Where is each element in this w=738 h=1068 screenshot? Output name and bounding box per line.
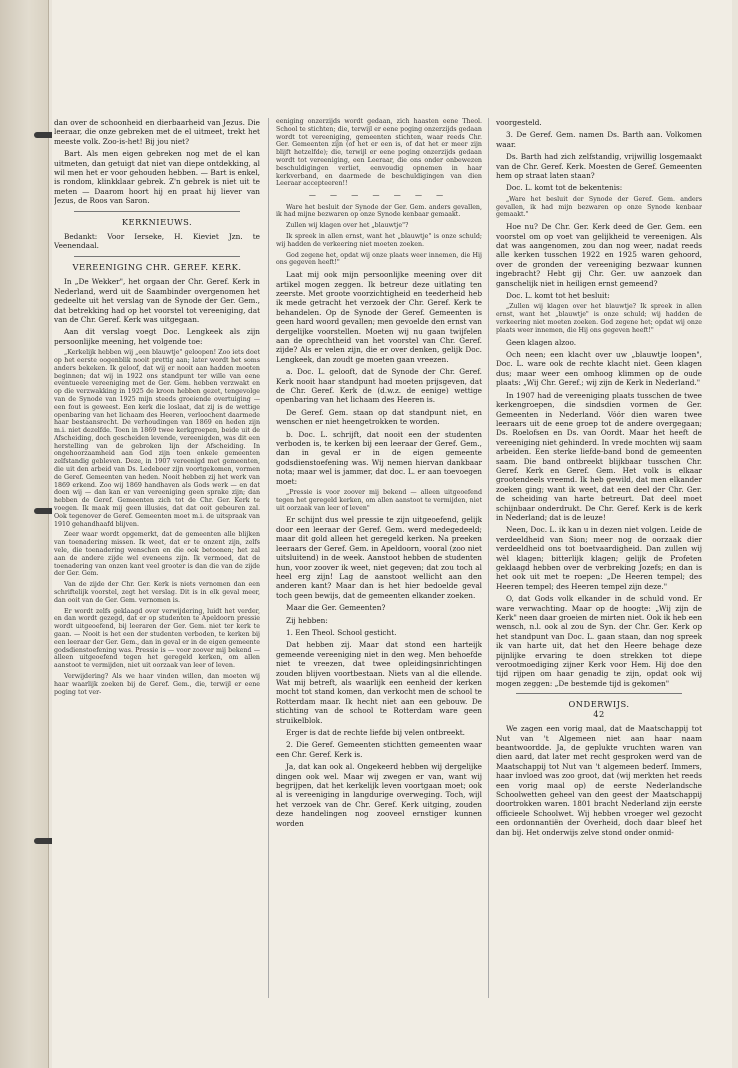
paragraph: We zagen een vorig maal, dat de Maatschappij tot Nut van 't Algemeen niet aan haar naam beantwoordde. Ja, de geplukte vruchten waren van dien aard, dat later met recht gesproken werd van de Maatschappij tot Nut van 't algemeen bederf. Immers, haar invloed was zoo groot, dat (wij merkten het reeds een vorig maal op) de eerste Nederlandsche Schoolwetten geheel van den geest der Maatschappij doortrokken waren. 1801 bracht Nederland zijn eerste officieele Schoolwet. Wij hebben vroeger wel gezocht een ordonnantiën der Overheid, doch daar bleef het dan bij. Het onderwijs zelve stond onder onmid- [496, 724, 702, 837]
paragraph: De Geref. Gem. staan op dat standpunt niet, en wenschen er niet heengetrokken te worden. [276, 407, 482, 427]
quoted-paragraph: „Ware het besluit der Synode der Geref. Gem. anders gevallen, ik had mijn bezwaren op onze Synode kenbaar gemaakt." [496, 195, 702, 219]
paragraph: dan over de schoonheid en dierbaarheid van Jezus. Die leeraar, die onze gebreken met de el uitmeet, trekt het meeste volk. Zoo-is-het! Bij jou niet? [54, 118, 260, 146]
paragraph: a. Doc. L. gelooft, dat de Synode der Chr. Geref. Kerk nooit haar standpunt had moeten prijsgeven, dat de Chr. Geref. Kerk de (d.w.z. de eenige) wettige openbaring van het lichaam des Heeren is. [276, 367, 482, 405]
quoted-paragraph: Er wordt zelfs geklaagd over verwijdering, luidt het verder, en dan wordt gezegd, dat er op studenten te Apeldoorn pressie wordt uitgeoefend, bij leeraren der Ger. Gem. niet ter kerk te gaan. — Nooit is het een der studenten verboden, te kerken bij een leeraar der Ger. Gem., dan in geval er in de eigen gemeente godsdienstoefening was. Pressie is — voor zoover mij bekend — alleen uitgeoefend tegen het geregeld kerken, om allen aanstoot te vermijden, niet uit oorzaak van leer of leven. [54, 607, 260, 670]
dash-separator: — — — — — — — [308, 191, 450, 200]
section-heading-kerknieuws: KERKNIEUWS. [121, 216, 193, 227]
divider [516, 693, 682, 694]
paragraph: Doc. L. komt tot het besluit: [506, 291, 610, 301]
paragraph: Bedankt: Voor Ierseke, H. Kieviet Jzn. te Veenendaal. [54, 232, 260, 251]
quoted-paragraph: Ware het besluit der Synode der Ger. Gem. anders gevallen, ik had mijne bezwaren op onze Synode kenbaar gemaakt. [276, 203, 482, 219]
paragraph: Maar die Ger. Gemeenten? [286, 603, 386, 613]
quoted-paragraph: „Zullen wij klagen over het blauwtje? Ik spreek in allen ernst, want het „blauwtje" is onze schuld; wij hadden de verkeering niet moeten zoeken. God zegene het; opdat wij onze plaats weer innemen, die Hij ons gegeven heeft!" [496, 303, 702, 334]
paragraph: 2. Die Geref. Gemeenten stichtten gemeenten waar een Chr. Geref. Kerk is. [276, 740, 482, 759]
paragraph: Ja, dat kan ook al. Ongekeerd hebben wij dergelijke dingen ook wel. Maar wij zwegen er van, want wij begrijpen, dat het kerkelijk leven voortgaan moet; ook al is vereeniging in langdurige overweging. Toch, wijl het verzoek van de Chr. Geref. Kerk uitging, zouden deze handelingen nog zooveel ernstiger kunnen worden [276, 762, 482, 828]
paragraph: O, dat Gods volk elkander in de schuld vond. Er ware verwachting. Maar op de hoogte: „Wij zijn de Kerk" neen daar groeien de mirten niet. Ook ik heb een wensch, n.l. ook al zou de Syn. der Chr. Ger. Kerk op het standpunt van Doc. L. gaan staan, dan nog spreek ik van harte uit, dat het den Heere behage deze pijnlijke ervaring te doen strekken tot diepe verootmoediging zijner Kerk voor Hem. Hij doe den tijd rijpen om haar genadig te zijn, opdat ook wij mogen zeggen: „De bestemde tijd is gekomen" [496, 594, 702, 688]
quoted-paragraph: eeniging onzerzijds wordt gedaan, zich haasten eene Theol. School te stichten; die, terwijl er eene poging onzerzijds gedaan wordt tot vereeniging, gemeenten stichten, waar reeds Chr. Ger. Gemeenten zijn (of het er een is, of dat het er meer zijn blijft hetzelfde); die, terwijl er eene poging onzerzijds gedaan wordt tot vereeniging, een Leeraar, die ons onder onbewezen beschuldigingen verliet, eenvoudig opnemen in haar kerkverband, en daarmede de beschuldigingen van dien Leeraar accepteeren!! [276, 118, 482, 188]
paragraph: Och neen; een klacht over uw „blauwtje loopen", Doc. L. ware ook de rechte klacht niet. Geen klagen dus; maar weer een omhoog klimmen op de oude plaats: „Wij Chr. Geref.; wij zijn de Kerk in Nederland." [496, 350, 702, 388]
column-2 [276, 118, 482, 1048]
paragraph: Zij hebben: [286, 615, 328, 625]
quoted-paragraph: God zegene het, opdat wij onze plaats weer innemen, die Hij ons gegeven heeft!" [276, 251, 482, 267]
article-columns [54, 118, 720, 1048]
paragraph: In 1907 had de vereeniging plaats tusschen de twee kerkengroepen, die sindsdien vormen de Ger. Gemeenten in Nederland. Vóór dien waren twee leeraars uit de eene groep tot de andere overgegaan; Ds. Roelofsen en Ds. van Oordt. Maar het heeft de vereeniging niet gehinderd. In vrede mochten wij saam arbeiden. Een sterke liefde-band bond de gemeenten saam. Die band ontbreekt blijkbaar tusschen Chr. Geref. Kerk en Geref. Gem. Het volk is elkaar grootendeels vreemd. Ik heb gewild, dat men elkander zoeken ging; want ik weet, dat een deel der Chr. Ger. de scheiding van harte betreurt. Dat deel moet schijnbaar onderdrukt. De Chr. Geref. Kerk is de kerk in Nederland; dat is de leuze! [496, 390, 702, 522]
paragraph: voorgesteld. [496, 118, 542, 127]
paragraph: b. Doc. L. schrijft, dat nooit een der studenten verboden is, te kerken bij een leeraar der Geref. Gem., dan in geval er in de eigen gemeente godsdienstoefening was. Wij nemen hiervan dankbaar nota; maar wel is jammer, dat doc. L. er aan toevoegen moet: [276, 429, 482, 486]
binding-margin [0, 0, 49, 1068]
quoted-paragraph: Van de zijde der Chr. Ger. Kerk is niets vernomen dan een schriftelijk voorstel, zegt het verslag. Dit is in elk geval meer, dan ooit van de Ger. Gem. vernomen is. [54, 581, 260, 604]
quoted-paragraph: Zeer waar wordt opgemerkt, dat de gemeenten alle blijken van toenadering missen. Ik weet, dat er te onzent zijn, zelfs vele, die toenadering wenschen en die ook betoonen; het zal aan de andere zijde wel eveneens zijn. Ik vermoed, dat de toenadering van onzen kant veel grooter is dan die van de zijde der Ger. Gem. [54, 531, 260, 578]
section-heading-title: ONDERWIJS. [568, 699, 630, 710]
paragraph: In „De Wekker", het orgaan der Chr. Geref. Kerk in Nederland, werd uit de Saambinder overgenomen het gedeelte uit het verslag van de Synode der Ger. Gem., dat betrekking had op het voorstel tot vereeniging, dat van de Chr. Geref. Kerk was uitgegaan. [54, 277, 260, 324]
paragraph: Bart. Als men eigen gebreken nog met de el kan uitmeten, dan getuigt dat niet van diepe ontdekking, al wil men het er voor gehouden hebben. — Bart is enkel, is rondom, klinkklaar gebrek. Z'n gebrek is niet uit te meten — Daarom hoort hij en praat hij liever van Jezus, de Roos van Saron. [54, 149, 260, 206]
column-3 [496, 118, 702, 1048]
quoted-paragraph: Ik spreek in allen ernst, want het „blauwtje" is onze schuld; wij hadden de verkeering niet moeten zoeken. [276, 232, 482, 248]
divider [74, 256, 240, 257]
paragraph: Neen, Doc. L. ik kan u in dezen niet volgen. Leide de verdeeldheid van Sion; meer nog de oorzaak dier verdeeldheid ons tot boetvaardigheid. Dan zullen wij wèl klagen; bitterlijk klagen; gelijk de Profeten geklaagd hebben over de verbreking Jozefs; en dan is het ook uit met te roepen: „De Heeren tempel; des Heeren tempel; des Heeren tempel zijn deze." [496, 525, 702, 591]
section-heading-onderwijs [496, 700, 702, 719]
quoted-paragraph: Zullen wij klagen over het „blauwtje"? [286, 222, 409, 230]
quoted-paragraph: „Kerkelijk hebben wij „een blauwtje" geloopen! Zoo iets doet op het eerste oogenblik nooit prettig aan; later wordt het soms anders bekeken. Ik geloof, dat wij er nooit aan hadden moeten beginnen; dat wij in 1922 ons standpunt ter wille van eene eventueele vereeniging met de Ger. Gem. hebben verzwakt en op die verzwakking in 1925 de kroon hebben gezet, tengevolge van de Synode van 1925 mijn steeds groeiende overtuiging — een fout is geweest. Een kerk die loslaat, dat zij is de wettige openbaring van het lichaam des Heeren, verloochent daarmede haar bestaansrecht. De verhoudingen van 1869 en heden zijn m.i. niet dezelfde. Toen in 1869 twee kerkgroepen, beide uit de Afscheiding, doch gescheiden levende, vereenigden, was dit een herstelling van de gebroken lijn der Afscheiding. In ongehoorzaamheid aan God zijn toen enkele gemeenten zelfstandig gebleven. Deze, in 1907 vereenigd met gemeenten, die uit den arbeid van Ds. Ledeboer zijn voortgekomen, vormen de Geref. Gemeenten van heden. Nooit hebben zij het werk van 1869 erkend. Zoo wij 1869 handhaven als Gods werk — en dat doen wij — dan kan er van vereeniging geen sprake zijn; dan hebben de Geref. Gemeenten zich tot de Chr. Ger. Kerk te voegen. Ik maak mij geen illusies, dat dat ooit gebeuren zal. Ook tegenover de Geref. Gemeenten moet m.i. de uitspraak van 1910 gehandhaafd blijven. [54, 349, 260, 528]
paragraph: Er schijnt dus wel pressie te zijn uitgeoefend, gelijk door een leeraar der Geref. Gem. werd medegedeeld; maar dit gold alleen het geregeld kerken. Na preeken leeraars der Geref. Gem. in Apeldoorn, vooral (zoo niet uitsluitend) in de week. Aanstoot hebben de studenten hun, voor zoover ik weet, niet gegeven; dat zou toch al heel erg zijn! Lag de aanstoot wellicht aan den anderen kant? Maar dan is het hier bedoelde geval toch geen bewijs, dat de gemeenten elkander zoeken. [276, 515, 482, 600]
quoted-paragraph: „Pressie is voor zoover mij bekend — alleen uitgeoefend tegen het geregeld kerken, om allen aanstoot te vermijden, niet uit oorzaak van leer of leven" [276, 489, 482, 512]
column-1 [54, 118, 260, 1048]
paragraph: 1. Een Theol. School gesticht. [286, 627, 397, 637]
section-heading-number: 42 [593, 708, 605, 719]
paragraph: Aan dit verslag voegt Doc. Lengkeek als zijn persoonlijke meening, het volgende toe: [54, 327, 260, 346]
paragraph: Ds. Barth had zich zelfstandig, vrijwillig losgemaakt van de Chr. Geref. Kerk. Moesten de Geref. Gemeenten hem op straat laten staan? [496, 152, 702, 181]
paragraph: Laat mij ook mijn persoonlijke meening over dit artikel mogen zeggen. Ik betreur deze uitlating ten zeerste. Met groote voorzichtigheid en teederheid heb ik mede getracht het verzoek der Chr. Geref. Kerk te behandelen. Op de Synode der Geref. Gemeenten is geen hard woord gevallen; men gevoelde den ernst van dergelijke voorstellen. Moeten wij nu gaan twijfelen aan de oprechtheid van het voorstel van Chr. Geref. zijde? Als er velen zijn, die er over denken, gelijk Doc. Lengkeek, dan zoudt ge moeten gaan vreezen. [276, 270, 482, 364]
divider [74, 211, 240, 212]
paragraph: Erger is dat de rechte liefde bij velen ontbreekt. [286, 728, 465, 738]
section-heading-vereeniging: VEREENIGING CHR. GEREF. KERK. [72, 261, 242, 272]
paragraph: Hoe nu? De Chr. Ger. Kerk deed de Ger. Gem. een voorstel om op voet van gelijkheid te vereenigen. Als dat was aangenomen, zou dan nog weer, nadat reeds alle kerken tusschen 1922 en 1925 waren gehoord, over de gronden der vereeniging bezwaar kunnen ingebracht? Hebt gij Chr. Ger. uw aanzoek dan ganschelijk niet in heiligen ernst gemeend? [496, 222, 702, 288]
paragraph: Geen klagen alzoo. [506, 337, 577, 347]
quoted-paragraph: Verwijdering? Als we haar vinden willen, dan moeten wij haar waarlijk zoeken bij de Geref. Gem., die, terwijl er eene poging tot ver- [54, 673, 260, 696]
paragraph: 3. De Geref. Gem. namen Ds. Barth aan. Volkomen waar. [496, 130, 702, 149]
paragraph: Doc. L. komt tot de bekentenis: [506, 183, 623, 193]
paragraph: Dat hebben zij. Maar dat stond een harteijk gemeende vereeniging niet in den weg. Men behoefde niet te vreezen, dat twee opleidingsinrichtingen zouden blijven voortbestaan. Niets van al die ellende. Wat mij betreft, als waarlijk een eenheid der kerken mocht tot stand komen, dan verkocht men de school te Rotterdam maar. Ik hecht niet aan een gebouw. De stichting van de school te Rotterdam ware geen struikelblok. [276, 640, 482, 725]
